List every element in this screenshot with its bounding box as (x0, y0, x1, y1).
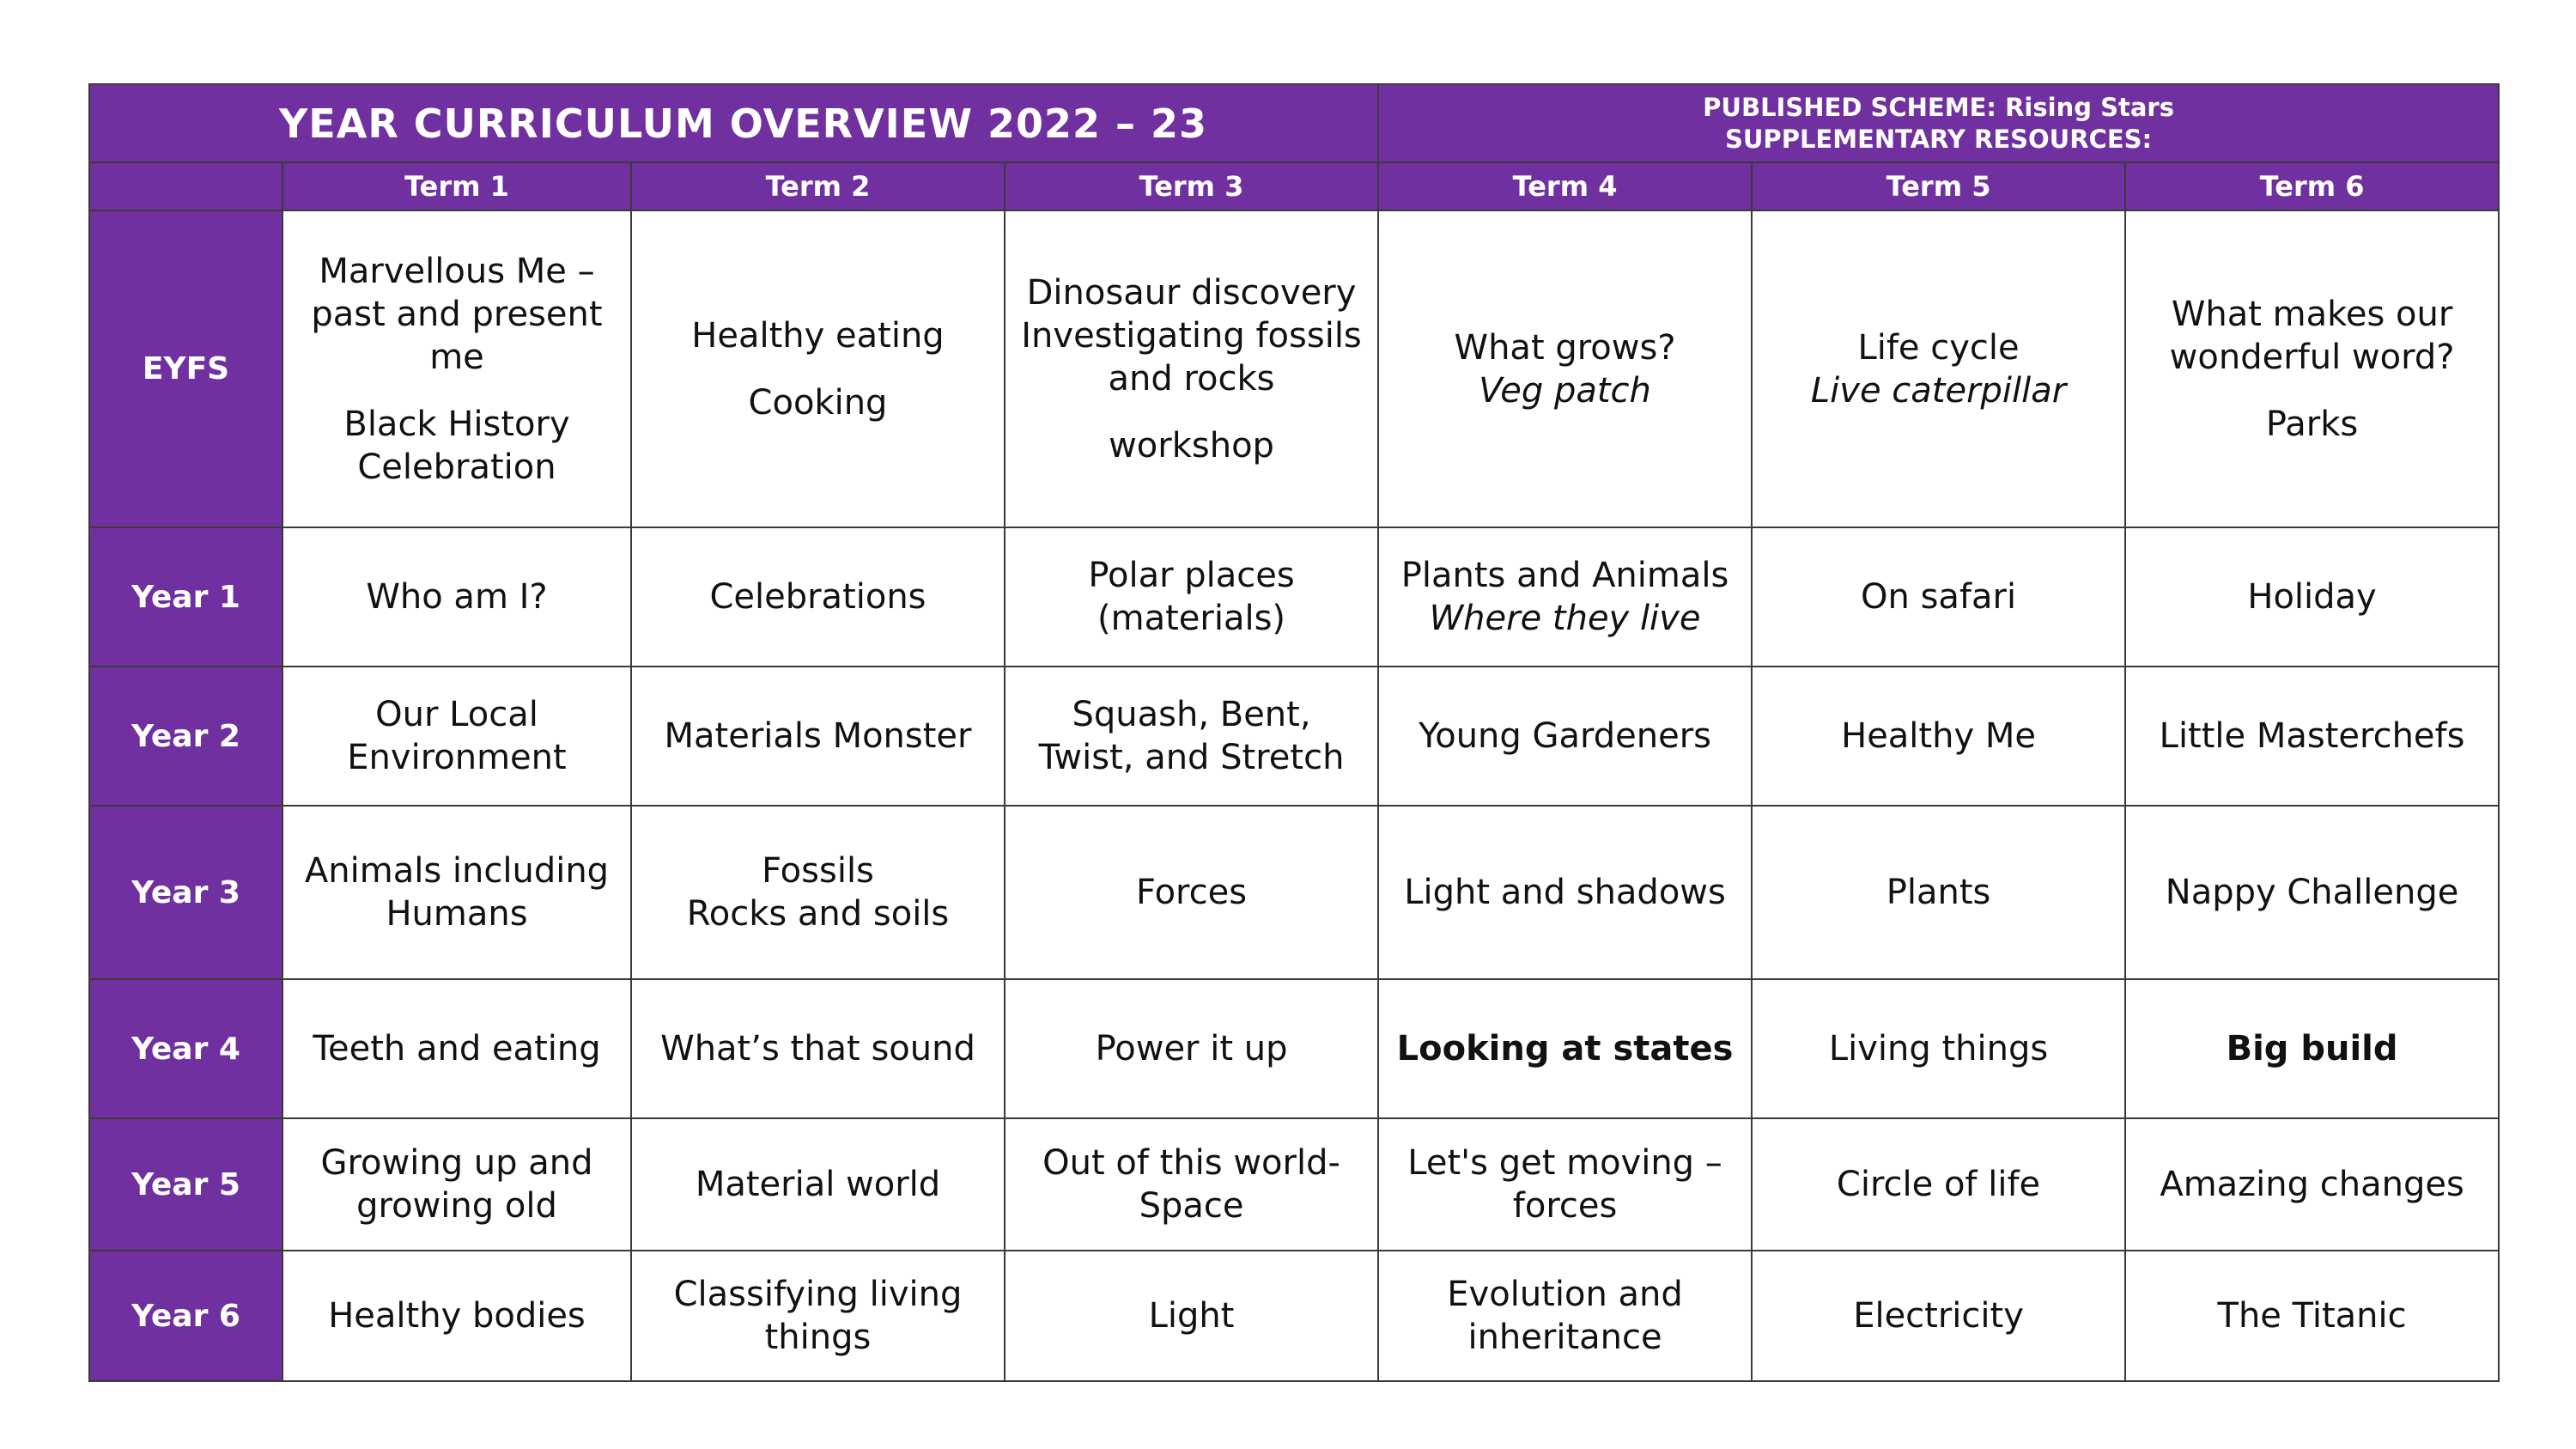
topic-text: Polar places (1088, 556, 1295, 595)
published-scheme-label: PUBLISHED SCHEME: Rising Stars (1703, 92, 2174, 122)
topic-text: and rocks (1108, 358, 1275, 399)
topic-text: Dinosaur discovery (1026, 272, 1357, 313)
title-row (89, 84, 2499, 162)
topic-text: Evolution and (1447, 1275, 1683, 1314)
term-header: Term 6 (2125, 162, 2499, 210)
topic-text: Holiday (2247, 577, 2377, 617)
topic-cell (1005, 527, 1378, 667)
topic-text: Growing up and (320, 1143, 593, 1183)
topic-cell (1752, 1118, 2125, 1251)
topic-text: Celebration (357, 447, 556, 487)
topic-text: Fossils (762, 851, 874, 891)
topic-text: Cooking (748, 382, 888, 423)
topic-text: Veg patch (1479, 370, 1651, 411)
term-header: Term 2 (631, 162, 1005, 210)
topic-text: What grows? (1454, 327, 1676, 368)
year-label: Year 3 (89, 806, 283, 979)
topic-cell (283, 806, 631, 979)
topic-text: growing old (356, 1186, 557, 1226)
topic-cell (2125, 1118, 2499, 1251)
topic-text: Looking at states (1396, 1029, 1734, 1068)
table-row (89, 667, 2499, 806)
supplementary-resources-label: SUPPLEMENTARY RESOURCES: (1725, 124, 2153, 154)
topic-cell (1752, 979, 2125, 1118)
topic-text: Light (1148, 1296, 1235, 1336)
topic-cell (1005, 979, 1378, 1118)
topic-cell (1005, 1251, 1378, 1381)
topic-cell (1752, 210, 2125, 527)
topic-text: (materials) (1097, 599, 1286, 638)
topic-cell (283, 210, 631, 527)
topic-cell (631, 1118, 1005, 1251)
table-row (89, 210, 2499, 527)
scheme-info (1378, 84, 2499, 162)
topic-text: Teeth and eating (313, 1029, 601, 1068)
topic-cell (283, 1251, 631, 1381)
topic-cell (1378, 527, 1752, 667)
topic-text: Circle of life (1836, 1165, 2041, 1204)
topic-text: Where they live (1429, 599, 1701, 638)
topic-cell (2125, 979, 2499, 1118)
topic-cell (1378, 667, 1752, 806)
topic-cell (1005, 1118, 1378, 1251)
topic-text: Healthy eating (691, 315, 945, 356)
topic-cell (283, 527, 631, 667)
term-header: Term 1 (283, 162, 631, 210)
topic-cell (1752, 527, 2125, 667)
table-row (89, 1118, 2499, 1251)
topic-cell (2125, 667, 2499, 806)
term-header: Term 5 (1752, 162, 2125, 210)
topic-text: Big build (2226, 1029, 2398, 1068)
topic-text: Animals including (304, 851, 610, 891)
topic-text: Out of this world- (1042, 1143, 1340, 1183)
topic-text: forces (1512, 1186, 1618, 1226)
topic-cell (631, 527, 1005, 667)
topic-cell (1378, 1118, 1752, 1251)
table-row (89, 806, 2499, 979)
topic-text: Twist, and Stretch (1038, 738, 1345, 777)
curriculum-table (88, 83, 2500, 1382)
topic-text: Environment (347, 738, 567, 777)
topic-text: Our Local (375, 695, 538, 734)
year-label: Year 2 (89, 667, 283, 806)
topic-text: Power it up (1095, 1029, 1288, 1068)
topic-cell (2125, 806, 2499, 979)
year-label: Year 1 (89, 527, 283, 667)
topic-text: Plants and Animals (1400, 556, 1729, 595)
topic-text: Marvellous Me – (319, 251, 595, 291)
topic-cell (1378, 979, 1752, 1118)
topic-cell (631, 667, 1005, 806)
topic-text: Black History (343, 404, 570, 444)
topic-text: Life cycle (1857, 327, 2020, 368)
topic-text: Classifying living (673, 1275, 963, 1314)
topic-cell (1752, 1251, 2125, 1381)
table-row (89, 1251, 2499, 1381)
term-header-row (89, 162, 2499, 210)
topic-text: Humans (386, 894, 528, 934)
topic-text: Materials Monster (664, 716, 972, 756)
topic-text: Electricity (1853, 1296, 2024, 1336)
topic-text: The Titanic (2217, 1296, 2407, 1336)
topic-text: Who am I? (366, 577, 548, 617)
year-label: EYFS (89, 210, 283, 527)
topic-cell (1378, 1251, 1752, 1381)
topic-text: Celebrations (709, 577, 927, 617)
topic-text: Live caterpillar (1810, 370, 2067, 411)
topic-text: Investigating fossils (1021, 315, 1362, 356)
topic-text: Parks (2265, 404, 2359, 444)
topic-text: What’s that sound (660, 1029, 975, 1068)
topic-cell (2125, 527, 2499, 667)
table-row (89, 527, 2499, 667)
topic-text: Healthy Me (1841, 716, 2036, 756)
topic-text: On safari (1861, 577, 2017, 617)
year-label: Year 5 (89, 1118, 283, 1251)
term-header: Term 4 (1378, 162, 1752, 210)
topic-cell (2125, 210, 2499, 527)
year-label: Year 4 (89, 979, 283, 1118)
topic-cell (1005, 210, 1378, 527)
topic-cell (631, 979, 1005, 1118)
topic-cell (631, 1251, 1005, 1381)
topic-text: Squash, Bent, (1072, 695, 1311, 734)
topic-cell (1752, 667, 2125, 806)
topic-text: Space (1139, 1186, 1244, 1226)
topic-text: Light and shadows (1404, 873, 1726, 912)
topic-cell (1378, 806, 1752, 979)
topic-text: What makes our (2171, 294, 2453, 334)
year-label: Year 6 (89, 1251, 283, 1381)
topic-text: Nappy Challenge (2165, 873, 2459, 912)
topic-text: wonderful word? (2169, 337, 2455, 377)
corner-cell (89, 162, 283, 210)
topic-cell (283, 667, 631, 806)
topic-text: Little Masterchefs (2159, 716, 2465, 756)
topic-text: Young Gardeners (1419, 716, 1711, 756)
topic-text: workshop (1109, 425, 1274, 466)
topic-text: Let's get moving – (1407, 1143, 1722, 1183)
topic-text: Living things (1828, 1029, 2049, 1068)
topic-cell (1005, 806, 1378, 979)
topic-text: me (429, 337, 484, 377)
topic-text: Plants (1886, 873, 1991, 912)
table-row (89, 979, 2499, 1118)
topic-text: Forces (1135, 873, 1248, 912)
curriculum-overview-document (88, 83, 2498, 1381)
topic-cell (1378, 210, 1752, 527)
topic-cell (1005, 667, 1378, 806)
topic-text: inheritance (1467, 1318, 1662, 1357)
topic-text: Healthy bodies (328, 1296, 586, 1336)
topic-cell (2125, 1251, 2499, 1381)
term-header: Term 3 (1005, 162, 1378, 210)
topic-text: Material world (695, 1165, 941, 1204)
topic-cell (283, 1118, 631, 1251)
topic-text: Amazing changes (2160, 1165, 2464, 1204)
topic-text: past and present (311, 294, 603, 334)
topic-cell (283, 979, 631, 1118)
topic-cell (1752, 806, 2125, 979)
topic-text: Rocks and soils (686, 894, 950, 934)
topic-text: things (764, 1318, 872, 1357)
topic-cell (631, 806, 1005, 979)
page-title: YEAR CURRICULUM OVERVIEW 2022 – 23 (89, 84, 1378, 162)
topic-cell (631, 210, 1005, 527)
